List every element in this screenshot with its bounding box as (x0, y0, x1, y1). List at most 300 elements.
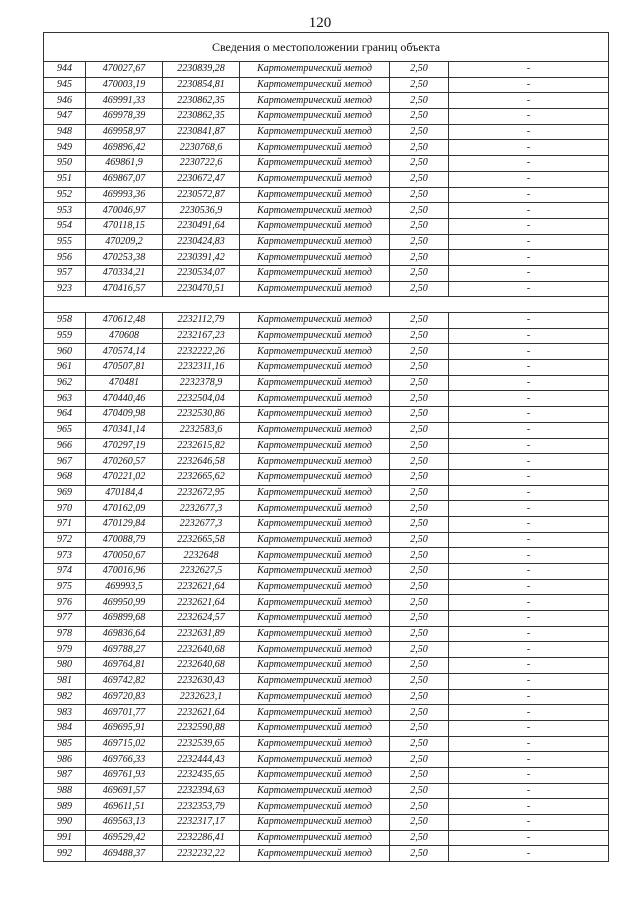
method-cell: Картометрический метод (240, 313, 390, 329)
x-coordinate-cell: 470088,79 (86, 532, 163, 548)
group-separator-row (44, 297, 609, 313)
x-coordinate-cell: 470050,67 (86, 548, 163, 564)
accuracy-cell: 2,50 (390, 564, 449, 580)
y-coordinate-cell: 2232444,43 (163, 752, 240, 768)
method-cell: Картометрический метод (240, 783, 390, 799)
point-number-cell: 952 (44, 187, 86, 203)
point-number-cell: 950 (44, 156, 86, 172)
method-cell: Картометрический метод (240, 265, 390, 281)
x-coordinate-cell: 469978,39 (86, 109, 163, 125)
accuracy-cell: 2,50 (390, 846, 449, 862)
y-coordinate-cell: 2232640,68 (163, 642, 240, 658)
accuracy-cell: 2,50 (390, 203, 449, 219)
note-cell: - (449, 720, 609, 736)
accuracy-cell: 2,50 (390, 595, 449, 611)
table-row (44, 673, 609, 689)
table-row (44, 313, 609, 329)
method-cell: Картометрический метод (240, 846, 390, 862)
note-cell: - (449, 203, 609, 219)
method-cell: Картометрический метод (240, 422, 390, 438)
x-coordinate-cell: 469861,9 (86, 156, 163, 172)
accuracy-cell: 2,50 (390, 407, 449, 423)
x-coordinate-cell: 470341,14 (86, 422, 163, 438)
note-cell: - (449, 736, 609, 752)
note-cell: - (449, 752, 609, 768)
note-cell: - (449, 673, 609, 689)
point-number-cell: 955 (44, 234, 86, 250)
note-cell: - (449, 77, 609, 93)
y-coordinate-cell: 2232530,86 (163, 407, 240, 423)
table-row (44, 469, 609, 485)
method-cell: Картометрический метод (240, 156, 390, 172)
y-coordinate-cell: 2230391,42 (163, 250, 240, 266)
table-row (44, 454, 609, 470)
method-cell: Картометрический метод (240, 611, 390, 627)
method-cell: Картометрический метод (240, 187, 390, 203)
method-cell: Картометрический метод (240, 109, 390, 125)
accuracy-cell: 2,50 (390, 705, 449, 721)
y-coordinate-cell: 2232286,41 (163, 830, 240, 846)
method-cell: Картометрический метод (240, 642, 390, 658)
method-cell: Картометрический метод (240, 391, 390, 407)
point-number-cell: 948 (44, 124, 86, 140)
note-cell: - (449, 140, 609, 156)
x-coordinate-cell: 469701,77 (86, 705, 163, 721)
method-cell: Картометрический метод (240, 595, 390, 611)
point-number-cell: 959 (44, 328, 86, 344)
x-coordinate-cell: 469993,36 (86, 187, 163, 203)
y-coordinate-cell: 2232504,04 (163, 391, 240, 407)
table-row (44, 438, 609, 454)
accuracy-cell: 2,50 (390, 109, 449, 125)
table-row (44, 626, 609, 642)
point-number-cell: 991 (44, 830, 86, 846)
x-coordinate-cell: 470608 (86, 328, 163, 344)
note-cell: - (449, 265, 609, 281)
y-coordinate-cell: 2232631,89 (163, 626, 240, 642)
y-coordinate-cell: 2232222,26 (163, 344, 240, 360)
y-coordinate-cell: 2232353,79 (163, 799, 240, 815)
method-cell: Картометрический метод (240, 516, 390, 532)
y-coordinate-cell: 2232615,82 (163, 438, 240, 454)
note-cell: - (449, 799, 609, 815)
x-coordinate-cell: 469529,42 (86, 830, 163, 846)
table-row (44, 736, 609, 752)
y-coordinate-cell: 2232677,3 (163, 501, 240, 517)
note-cell: - (449, 783, 609, 799)
x-coordinate-cell: 470253,38 (86, 250, 163, 266)
point-number-cell: 965 (44, 422, 86, 438)
table-row (44, 548, 609, 564)
group-separator-cell (44, 297, 609, 313)
y-coordinate-cell: 2230768,6 (163, 140, 240, 156)
y-coordinate-cell: 2232112,79 (163, 313, 240, 329)
method-cell: Картометрический метод (240, 799, 390, 815)
point-number-cell: 960 (44, 344, 86, 360)
point-number-cell: 964 (44, 407, 86, 423)
note-cell: - (449, 62, 609, 78)
note-cell: - (449, 564, 609, 580)
accuracy-cell: 2,50 (390, 673, 449, 689)
note-cell: - (449, 187, 609, 203)
point-number-cell: 954 (44, 218, 86, 234)
y-coordinate-cell: 2230854,81 (163, 77, 240, 93)
coordinates-table-body (44, 33, 609, 862)
table-row (44, 156, 609, 172)
y-coordinate-cell: 2232317,17 (163, 815, 240, 831)
accuracy-cell: 2,50 (390, 438, 449, 454)
accuracy-cell: 2,50 (390, 77, 449, 93)
method-cell: Картометрический метод (240, 93, 390, 109)
point-number-cell: 949 (44, 140, 86, 156)
accuracy-cell: 2,50 (390, 532, 449, 548)
method-cell: Картометрический метод (240, 830, 390, 846)
method-cell: Картометрический метод (240, 767, 390, 783)
method-cell: Картометрический метод (240, 140, 390, 156)
x-coordinate-cell: 469764,81 (86, 658, 163, 674)
note-cell: - (449, 516, 609, 532)
note-cell: - (449, 250, 609, 266)
note-cell: - (449, 689, 609, 705)
accuracy-cell: 2,50 (390, 689, 449, 705)
point-number-cell: 979 (44, 642, 86, 658)
point-number-cell: 945 (44, 77, 86, 93)
x-coordinate-cell: 469836,64 (86, 626, 163, 642)
table-row (44, 579, 609, 595)
note-cell: - (449, 234, 609, 250)
point-number-cell: 986 (44, 752, 86, 768)
y-coordinate-cell: 2232232,22 (163, 846, 240, 862)
note-cell: - (449, 124, 609, 140)
accuracy-cell: 2,50 (390, 313, 449, 329)
y-coordinate-cell: 2232630,43 (163, 673, 240, 689)
accuracy-cell: 2,50 (390, 62, 449, 78)
table-row (44, 564, 609, 580)
method-cell: Картометрический метод (240, 815, 390, 831)
method-cell: Картометрический метод (240, 548, 390, 564)
method-cell: Картометрический метод (240, 407, 390, 423)
x-coordinate-cell: 470209,2 (86, 234, 163, 250)
point-number-cell: 989 (44, 799, 86, 815)
x-coordinate-cell: 469993,5 (86, 579, 163, 595)
table-row (44, 407, 609, 423)
table-row (44, 62, 609, 78)
note-cell: - (449, 281, 609, 297)
note-cell: - (449, 438, 609, 454)
y-coordinate-cell: 2230841,87 (163, 124, 240, 140)
x-coordinate-cell: 469766,33 (86, 752, 163, 768)
x-coordinate-cell: 470046,97 (86, 203, 163, 219)
point-number-cell: 972 (44, 532, 86, 548)
table-row (44, 391, 609, 407)
y-coordinate-cell: 2230862,35 (163, 109, 240, 125)
y-coordinate-cell: 2232621,64 (163, 579, 240, 595)
note-cell: - (449, 642, 609, 658)
table-row (44, 360, 609, 376)
table-row (44, 815, 609, 831)
method-cell: Картометрический метод (240, 375, 390, 391)
accuracy-cell: 2,50 (390, 344, 449, 360)
y-coordinate-cell: 2232672,95 (163, 485, 240, 501)
point-number-cell: 961 (44, 360, 86, 376)
point-number-cell: 956 (44, 250, 86, 266)
accuracy-cell: 2,50 (390, 658, 449, 674)
table-row (44, 501, 609, 517)
accuracy-cell: 2,50 (390, 548, 449, 564)
accuracy-cell: 2,50 (390, 265, 449, 281)
method-cell: Картометрический метод (240, 673, 390, 689)
x-coordinate-cell: 470334,21 (86, 265, 163, 281)
method-cell: Картометрический метод (240, 234, 390, 250)
note-cell: - (449, 767, 609, 783)
point-number-cell: 978 (44, 626, 86, 642)
method-cell: Картометрический метод (240, 501, 390, 517)
x-coordinate-cell: 469899,68 (86, 611, 163, 627)
accuracy-cell: 2,50 (390, 767, 449, 783)
note-cell: - (449, 360, 609, 376)
point-number-cell: 984 (44, 720, 86, 736)
x-coordinate-cell: 469788,27 (86, 642, 163, 658)
method-cell: Картометрический метод (240, 124, 390, 140)
note-cell: - (449, 328, 609, 344)
accuracy-cell: 2,50 (390, 830, 449, 846)
accuracy-cell: 2,50 (390, 218, 449, 234)
y-coordinate-cell: 2230572,87 (163, 187, 240, 203)
note-cell: - (449, 611, 609, 627)
x-coordinate-cell: 470260,57 (86, 454, 163, 470)
accuracy-cell: 2,50 (390, 281, 449, 297)
table-row (44, 187, 609, 203)
y-coordinate-cell: 2232539,65 (163, 736, 240, 752)
y-coordinate-cell: 2230839,28 (163, 62, 240, 78)
method-cell: Картометрический метод (240, 171, 390, 187)
y-coordinate-cell: 2232624,57 (163, 611, 240, 627)
x-coordinate-cell: 470507,81 (86, 360, 163, 376)
method-cell: Картометрический метод (240, 705, 390, 721)
point-number-cell: 973 (44, 548, 86, 564)
point-number-cell: 968 (44, 469, 86, 485)
table-row (44, 77, 609, 93)
table-row (44, 752, 609, 768)
y-coordinate-cell: 2232623,1 (163, 689, 240, 705)
table-title-row (44, 33, 609, 62)
accuracy-cell: 2,50 (390, 720, 449, 736)
y-coordinate-cell: 2232167,23 (163, 328, 240, 344)
accuracy-cell: 2,50 (390, 799, 449, 815)
table-row (44, 516, 609, 532)
accuracy-cell: 2,50 (390, 469, 449, 485)
accuracy-cell: 2,50 (390, 454, 449, 470)
method-cell: Картометрический метод (240, 62, 390, 78)
y-coordinate-cell: 2230862,35 (163, 93, 240, 109)
table-row (44, 799, 609, 815)
y-coordinate-cell: 2232627,5 (163, 564, 240, 580)
table-row (44, 93, 609, 109)
method-cell: Картометрический метод (240, 250, 390, 266)
y-coordinate-cell: 2232621,64 (163, 595, 240, 611)
x-coordinate-cell: 470481 (86, 375, 163, 391)
x-coordinate-cell: 470162,09 (86, 501, 163, 517)
method-cell: Картометрический метод (240, 360, 390, 376)
table-row (44, 767, 609, 783)
y-coordinate-cell: 2230534,07 (163, 265, 240, 281)
note-cell: - (449, 830, 609, 846)
point-number-cell: 983 (44, 705, 86, 721)
x-coordinate-cell: 470416,57 (86, 281, 163, 297)
table-row (44, 611, 609, 627)
note-cell: - (449, 375, 609, 391)
note-cell: - (449, 454, 609, 470)
x-coordinate-cell: 469761,93 (86, 767, 163, 783)
accuracy-cell: 2,50 (390, 501, 449, 517)
note-cell: - (449, 815, 609, 831)
point-number-cell: 963 (44, 391, 86, 407)
table-row (44, 328, 609, 344)
note-cell: - (449, 532, 609, 548)
point-number-cell: 944 (44, 62, 86, 78)
table-title: Сведения о местоположении границ объекта (44, 33, 609, 62)
table-row (44, 720, 609, 736)
x-coordinate-cell: 470184,4 (86, 485, 163, 501)
table-row (44, 171, 609, 187)
coordinates-table (43, 32, 609, 862)
y-coordinate-cell: 2230491,64 (163, 218, 240, 234)
table-row (44, 532, 609, 548)
point-number-cell: 977 (44, 611, 86, 627)
table-row (44, 375, 609, 391)
x-coordinate-cell: 470574,14 (86, 344, 163, 360)
point-number-cell: 953 (44, 203, 86, 219)
method-cell: Картометрический метод (240, 720, 390, 736)
note-cell: - (449, 93, 609, 109)
method-cell: Картометрический метод (240, 77, 390, 93)
method-cell: Картометрический метод (240, 281, 390, 297)
point-number-cell: 951 (44, 171, 86, 187)
y-coordinate-cell: 2230672,47 (163, 171, 240, 187)
accuracy-cell: 2,50 (390, 783, 449, 799)
note-cell: - (449, 579, 609, 595)
accuracy-cell: 2,50 (390, 815, 449, 831)
note-cell: - (449, 846, 609, 862)
table-row (44, 140, 609, 156)
point-number-cell: 957 (44, 265, 86, 281)
point-number-cell: 982 (44, 689, 86, 705)
table-row (44, 234, 609, 250)
y-coordinate-cell: 2230424,83 (163, 234, 240, 250)
note-cell: - (449, 626, 609, 642)
method-cell: Картометрический метод (240, 658, 390, 674)
table-row (44, 783, 609, 799)
accuracy-cell: 2,50 (390, 516, 449, 532)
x-coordinate-cell: 470016,96 (86, 564, 163, 580)
accuracy-cell: 2,50 (390, 234, 449, 250)
note-cell: - (449, 485, 609, 501)
accuracy-cell: 2,50 (390, 140, 449, 156)
note-cell: - (449, 501, 609, 517)
table-row (44, 203, 609, 219)
x-coordinate-cell: 469742,82 (86, 673, 163, 689)
method-cell: Картометрический метод (240, 564, 390, 580)
table-row (44, 109, 609, 125)
table-row (44, 689, 609, 705)
x-coordinate-cell: 470612,48 (86, 313, 163, 329)
accuracy-cell: 2,50 (390, 736, 449, 752)
table-row (44, 846, 609, 862)
note-cell: - (449, 595, 609, 611)
method-cell: Картометрический метод (240, 469, 390, 485)
y-coordinate-cell: 2232665,62 (163, 469, 240, 485)
point-number-cell: 990 (44, 815, 86, 831)
table-row (44, 485, 609, 501)
y-coordinate-cell: 2232311,16 (163, 360, 240, 376)
y-coordinate-cell: 2232378,9 (163, 375, 240, 391)
point-number-cell: 974 (44, 564, 86, 580)
table-row (44, 705, 609, 721)
accuracy-cell: 2,50 (390, 171, 449, 187)
method-cell: Картометрический метод (240, 532, 390, 548)
point-number-cell: 962 (44, 375, 86, 391)
point-number-cell: 958 (44, 313, 86, 329)
note-cell: - (449, 548, 609, 564)
note-cell: - (449, 156, 609, 172)
x-coordinate-cell: 469867,07 (86, 171, 163, 187)
method-cell: Картометрический метод (240, 218, 390, 234)
table-row (44, 658, 609, 674)
y-coordinate-cell: 2230722,6 (163, 156, 240, 172)
x-coordinate-cell: 469950,99 (86, 595, 163, 611)
point-number-cell: 992 (44, 846, 86, 862)
x-coordinate-cell: 469958,97 (86, 124, 163, 140)
y-coordinate-cell: 2232590,88 (163, 720, 240, 736)
point-number-cell: 966 (44, 438, 86, 454)
y-coordinate-cell: 2232394,63 (163, 783, 240, 799)
point-number-cell: 970 (44, 501, 86, 517)
note-cell: - (449, 422, 609, 438)
accuracy-cell: 2,50 (390, 579, 449, 595)
x-coordinate-cell: 469991,33 (86, 93, 163, 109)
y-coordinate-cell: 2230536,9 (163, 203, 240, 219)
accuracy-cell: 2,50 (390, 422, 449, 438)
accuracy-cell: 2,50 (390, 611, 449, 627)
note-cell: - (449, 171, 609, 187)
point-number-cell: 980 (44, 658, 86, 674)
accuracy-cell: 2,50 (390, 485, 449, 501)
y-coordinate-cell: 2232621,64 (163, 705, 240, 721)
y-coordinate-cell: 2232648 (163, 548, 240, 564)
y-coordinate-cell: 2232583,6 (163, 422, 240, 438)
y-coordinate-cell: 2230470,51 (163, 281, 240, 297)
accuracy-cell: 2,50 (390, 250, 449, 266)
note-cell: - (449, 313, 609, 329)
x-coordinate-cell: 470221,02 (86, 469, 163, 485)
method-cell: Картометрический метод (240, 689, 390, 705)
table-row (44, 265, 609, 281)
x-coordinate-cell: 470118,15 (86, 218, 163, 234)
method-cell: Картометрический метод (240, 344, 390, 360)
method-cell: Картометрический метод (240, 454, 390, 470)
note-cell: - (449, 218, 609, 234)
note-cell: - (449, 658, 609, 674)
accuracy-cell: 2,50 (390, 93, 449, 109)
x-coordinate-cell: 469691,57 (86, 783, 163, 799)
point-number-cell: 975 (44, 579, 86, 595)
x-coordinate-cell: 470129,84 (86, 516, 163, 532)
x-coordinate-cell: 469695,91 (86, 720, 163, 736)
table-row (44, 124, 609, 140)
note-cell: - (449, 407, 609, 423)
table-row (44, 250, 609, 266)
accuracy-cell: 2,50 (390, 187, 449, 203)
